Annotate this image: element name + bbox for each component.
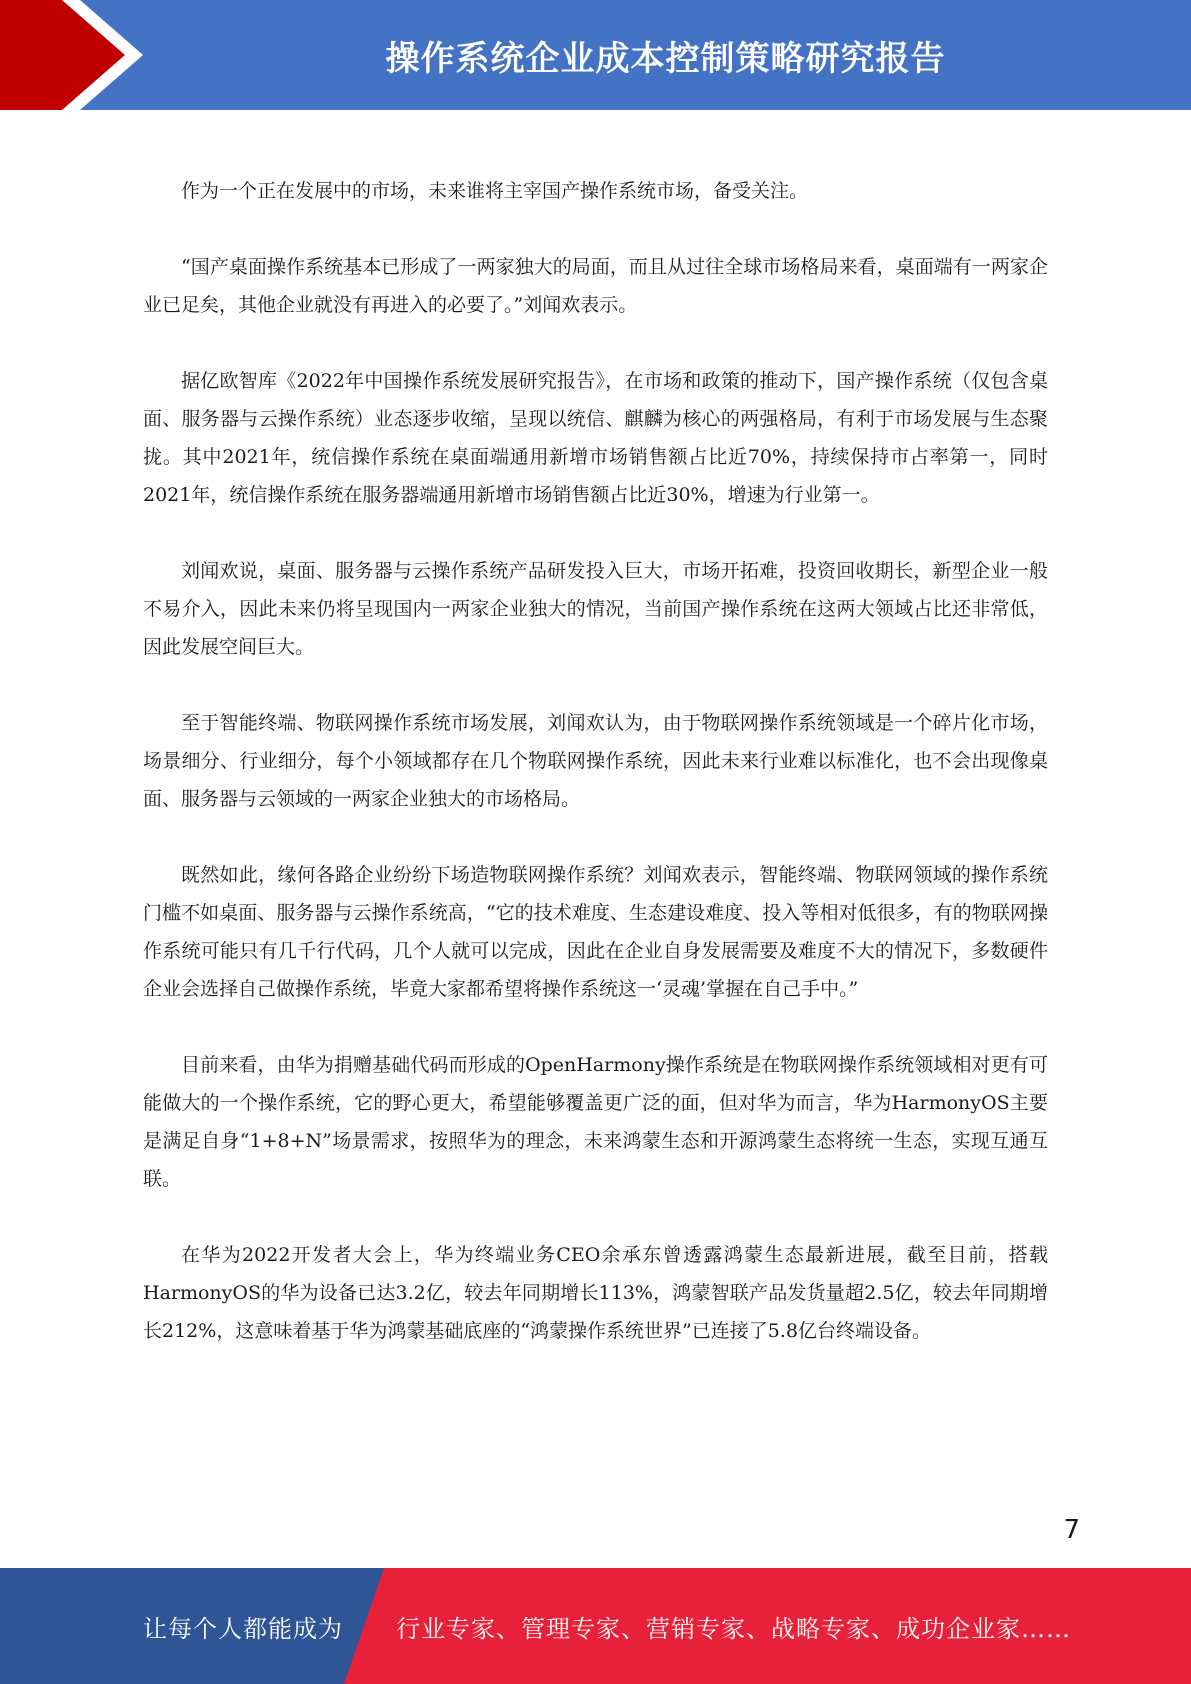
paragraph: 据亿欧智库《2022年中国操作系统发展研究报告》，在市场和政策的推动下，国产操作系统（仅包含桌面、服务器与云操作系统）业态逐步收缩，呈现以统信、麒麟为核心的两强格局，有利于市场发展与生态聚拢。其中2021年，统信操作系统在桌面端通用新增市场销售额占比近70%，持续保持市占率第一，同时2021年，统信操作系统在服务器端通用新增市场销售额占比近30%，增速为行业第一。 (143, 370, 1048, 506)
paragraph: 在华为2022开发者大会上，华为终端业务CEO余承东曾透露鸿蒙生态最新进展，截至目前，搭载HarmonyOS的华为设备已达3.2亿，较去年同期增长113%，鸿蒙智联产品发货量超2.5亿，较去年同期增长212%，这意味着基于华为鸿蒙基础底座的“鸿蒙操作系统世界”已连接了5.8亿台终端设备。 (143, 1244, 1048, 1342)
paragraph: 刘闻欢说，桌面、服务器与云操作系统产品研发投入巨大，市场开拓难，投资回收期长，新型企业一般不易介入，因此未来仍将呈现国内一两家企业独大的情况，当前国产操作系统在这两大领域占比还非常低，因此发展空间巨大。 (143, 560, 1048, 658)
paragraph: “国产桌面操作系统基本已形成了一两家独大的局面，而且从过往全球市场格局来看，桌面端有一两家企业已足矣，其他企业就没有再进入的必要了。”刘闻欢表示。 (143, 256, 1048, 316)
footer-slogan-right: 行业专家、管理专家、营销专家、战略专家、成功企业家…… (396, 1614, 1071, 1643)
paragraph: 作为一个正在发展中的市场，未来谁将主宰国产操作系统市场，备受关注。 (181, 180, 809, 202)
page-number: 7 (1063, 1515, 1080, 1545)
paragraph: 至于智能终端、物联网操作系统市场发展，刘闻欢认为，由于物联网操作系统领域是一个碎片化市场，场景细分、行业细分，每个小领域都存在几个物联网操作系统，因此未来行业难以标准化，也不会出现像桌面、服务器与云领域的一两家企业独大的市场格局。 (143, 712, 1048, 810)
chevron-arrow-icon (0, 0, 160, 110)
page-header (0, 0, 1191, 110)
page-footer (0, 1568, 1191, 1684)
footer-slogan-left: 让每个人都能成为 (143, 1614, 343, 1643)
chevron-red (0, 0, 125, 110)
paragraph: 目前来看，由华为捐赠基础代码而形成的OpenHarmony操作系统是在物联网操作系统领域相对更有可能做大的一个操作系统，它的野心更大，希望能够覆盖更广泛的面，但对华为而言，华为HarmonyOS主要是满足自身“1+8+N”场景需求，按照华为的理念，未来鸿蒙生态和开源鸿蒙生态将统一生态，实现互通互联。 (143, 1054, 1048, 1190)
paragraph: 既然如此，缘何各路企业纷纷下场造物联网操作系统？刘闻欢表示，智能终端、物联网领域的操作系统门槛不如桌面、服务器与云操作系统高，“它的技术难度、生态建设难度、投入等相对低很多，有的物联网操作系统可能只有几千行代码，几个人就可以完成，因此在企业自身发展需要及难度不大的情况下，多数硬件企业会选择自己做操作系统，毕竟大家都希望将操作系统这一‘灵魂’掌握在自己手中。” (143, 864, 1048, 1000)
header-title: 操作系统企业成本控制策略研究报告 (385, 38, 946, 79)
article-body (143, 172, 1048, 1388)
